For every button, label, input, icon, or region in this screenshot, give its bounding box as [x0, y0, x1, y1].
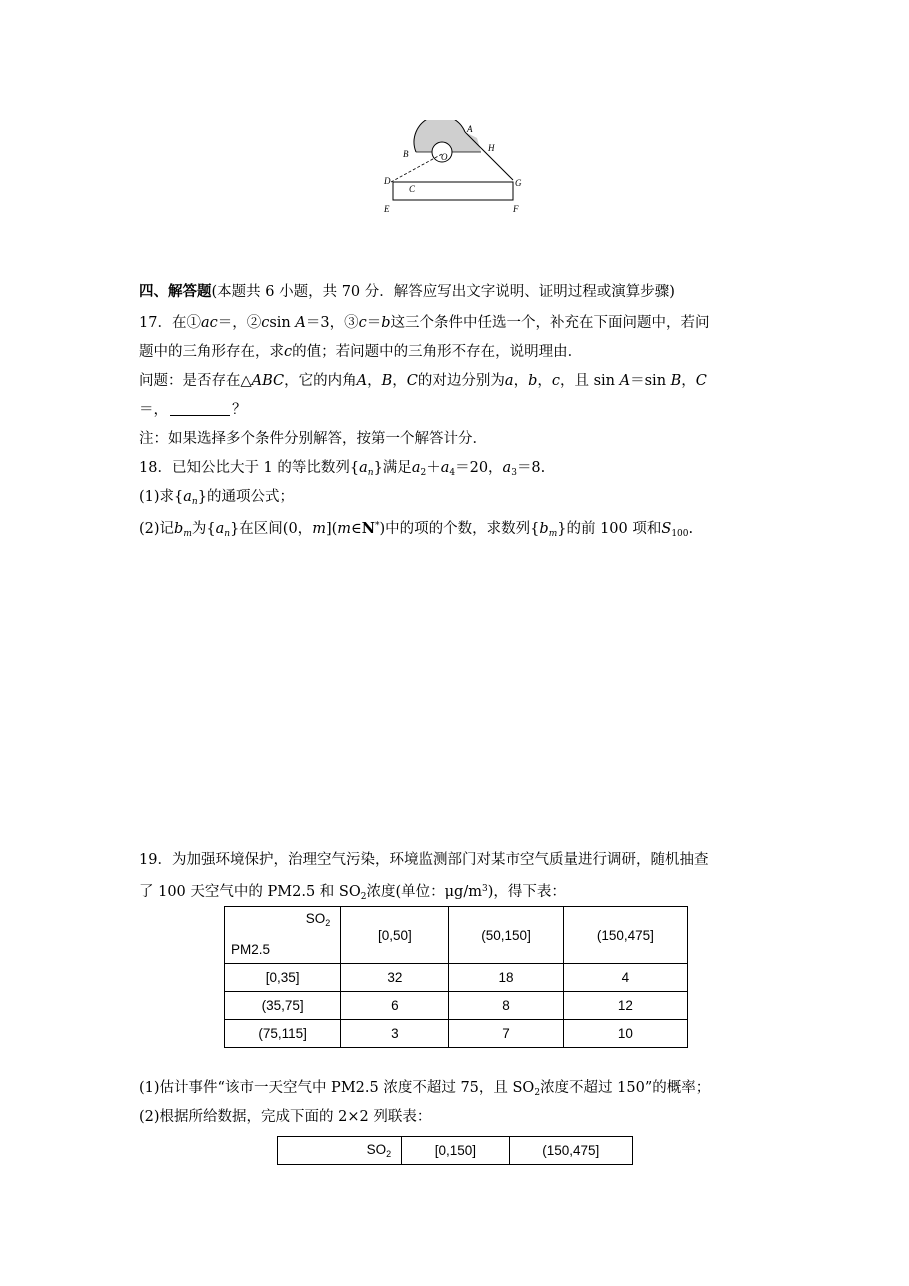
q18-part2: (2)记$b_m$为$\{a_n\}$在区间(0，m](m∈N*)中的项的个数，求数列$\{b_m\}$的前 100 项和$S_{100}$. [139, 520, 694, 539]
q19-part2: (2)根据所给数据，完成下面的 2×2 列联表： [139, 1109, 432, 1125]
label-D: D [384, 176, 391, 186]
answer-blank [170, 401, 230, 416]
col-header: [0,50] [341, 907, 449, 964]
label-F: F [513, 204, 519, 214]
q17-note: 注：如果选择多个条件分别解答，按第一个解答计分． [139, 431, 487, 447]
q19-part1: (1)估计事件“该市一天空气中 PM2.5 浓度不超过 75，且 $SO_2$浓度不超过 150”的概率； [139, 1080, 711, 1098]
label-C: C [409, 184, 416, 194]
col-header: [0,150] [402, 1137, 509, 1165]
pm-so2-table [224, 906, 688, 1048]
q17-line3: 问题：是否存在△ABC，它的内角A，B，C的对边分别为a，b，c，且 sin A＝sin B，C [139, 373, 707, 389]
table-row: [0,35] 32 18 4 [225, 964, 688, 992]
dashed-DO [391, 154, 442, 182]
label-H: H [488, 143, 495, 153]
col-header: (150,475] [509, 1137, 632, 1165]
q19-line1: 19．为加强环境保护，治理空气污染，环境监测部门对某市空气质量进行调研，随机抽查 [139, 852, 709, 868]
segment-AH [465, 132, 513, 180]
q17-line4: ＝， ？ [139, 402, 247, 418]
table2-corner-cell: $SO_2$ [278, 1137, 402, 1165]
contingency-table [277, 1136, 633, 1165]
col-header: (50,150] [449, 907, 563, 964]
section-title: 四、解答题 [139, 283, 212, 300]
geometry-figure [383, 120, 533, 220]
q17-line1: 17．在①ac＝，②csin A＝3，③c＝b这三个条件中任选一个，补充在下面问题中，若问 [139, 315, 710, 331]
section-heading [139, 282, 675, 302]
label-B: B [403, 149, 409, 159]
q17-line2: 题中的三角形存在，求c的值；若问题中的三角形不存在，说明理由． [139, 344, 583, 360]
table-corner-cell: $SO_2$ PM2.5 [225, 907, 341, 964]
label-G: G [515, 178, 522, 188]
table-row: (75,115] 3 7 10 [225, 1020, 688, 1048]
table-row: (35,75] 6 8 12 [225, 992, 688, 1020]
q18-part1: (1)求$\{a_n\}$的通项公式； [139, 489, 294, 507]
col-header: (150,475] [563, 907, 687, 964]
label-E: E [384, 204, 390, 214]
q19-line2: 了 100 天空气中的 PM2.5 和 $SO_2$浓度(单位：$\mu g/m^3$)，得下表： [139, 884, 566, 902]
section-note: (本题共 6 小题，共 70 分．解答应写出文字说明、证明过程或演算步骤) [211, 284, 675, 300]
label-O: O [441, 152, 448, 162]
q18-line1: 18．已知公比大于 1 的等比数列$\{a_n\}$满足$a_2+a_4=20$，$a_3=8$. [139, 460, 546, 478]
label-A: A [467, 124, 473, 134]
